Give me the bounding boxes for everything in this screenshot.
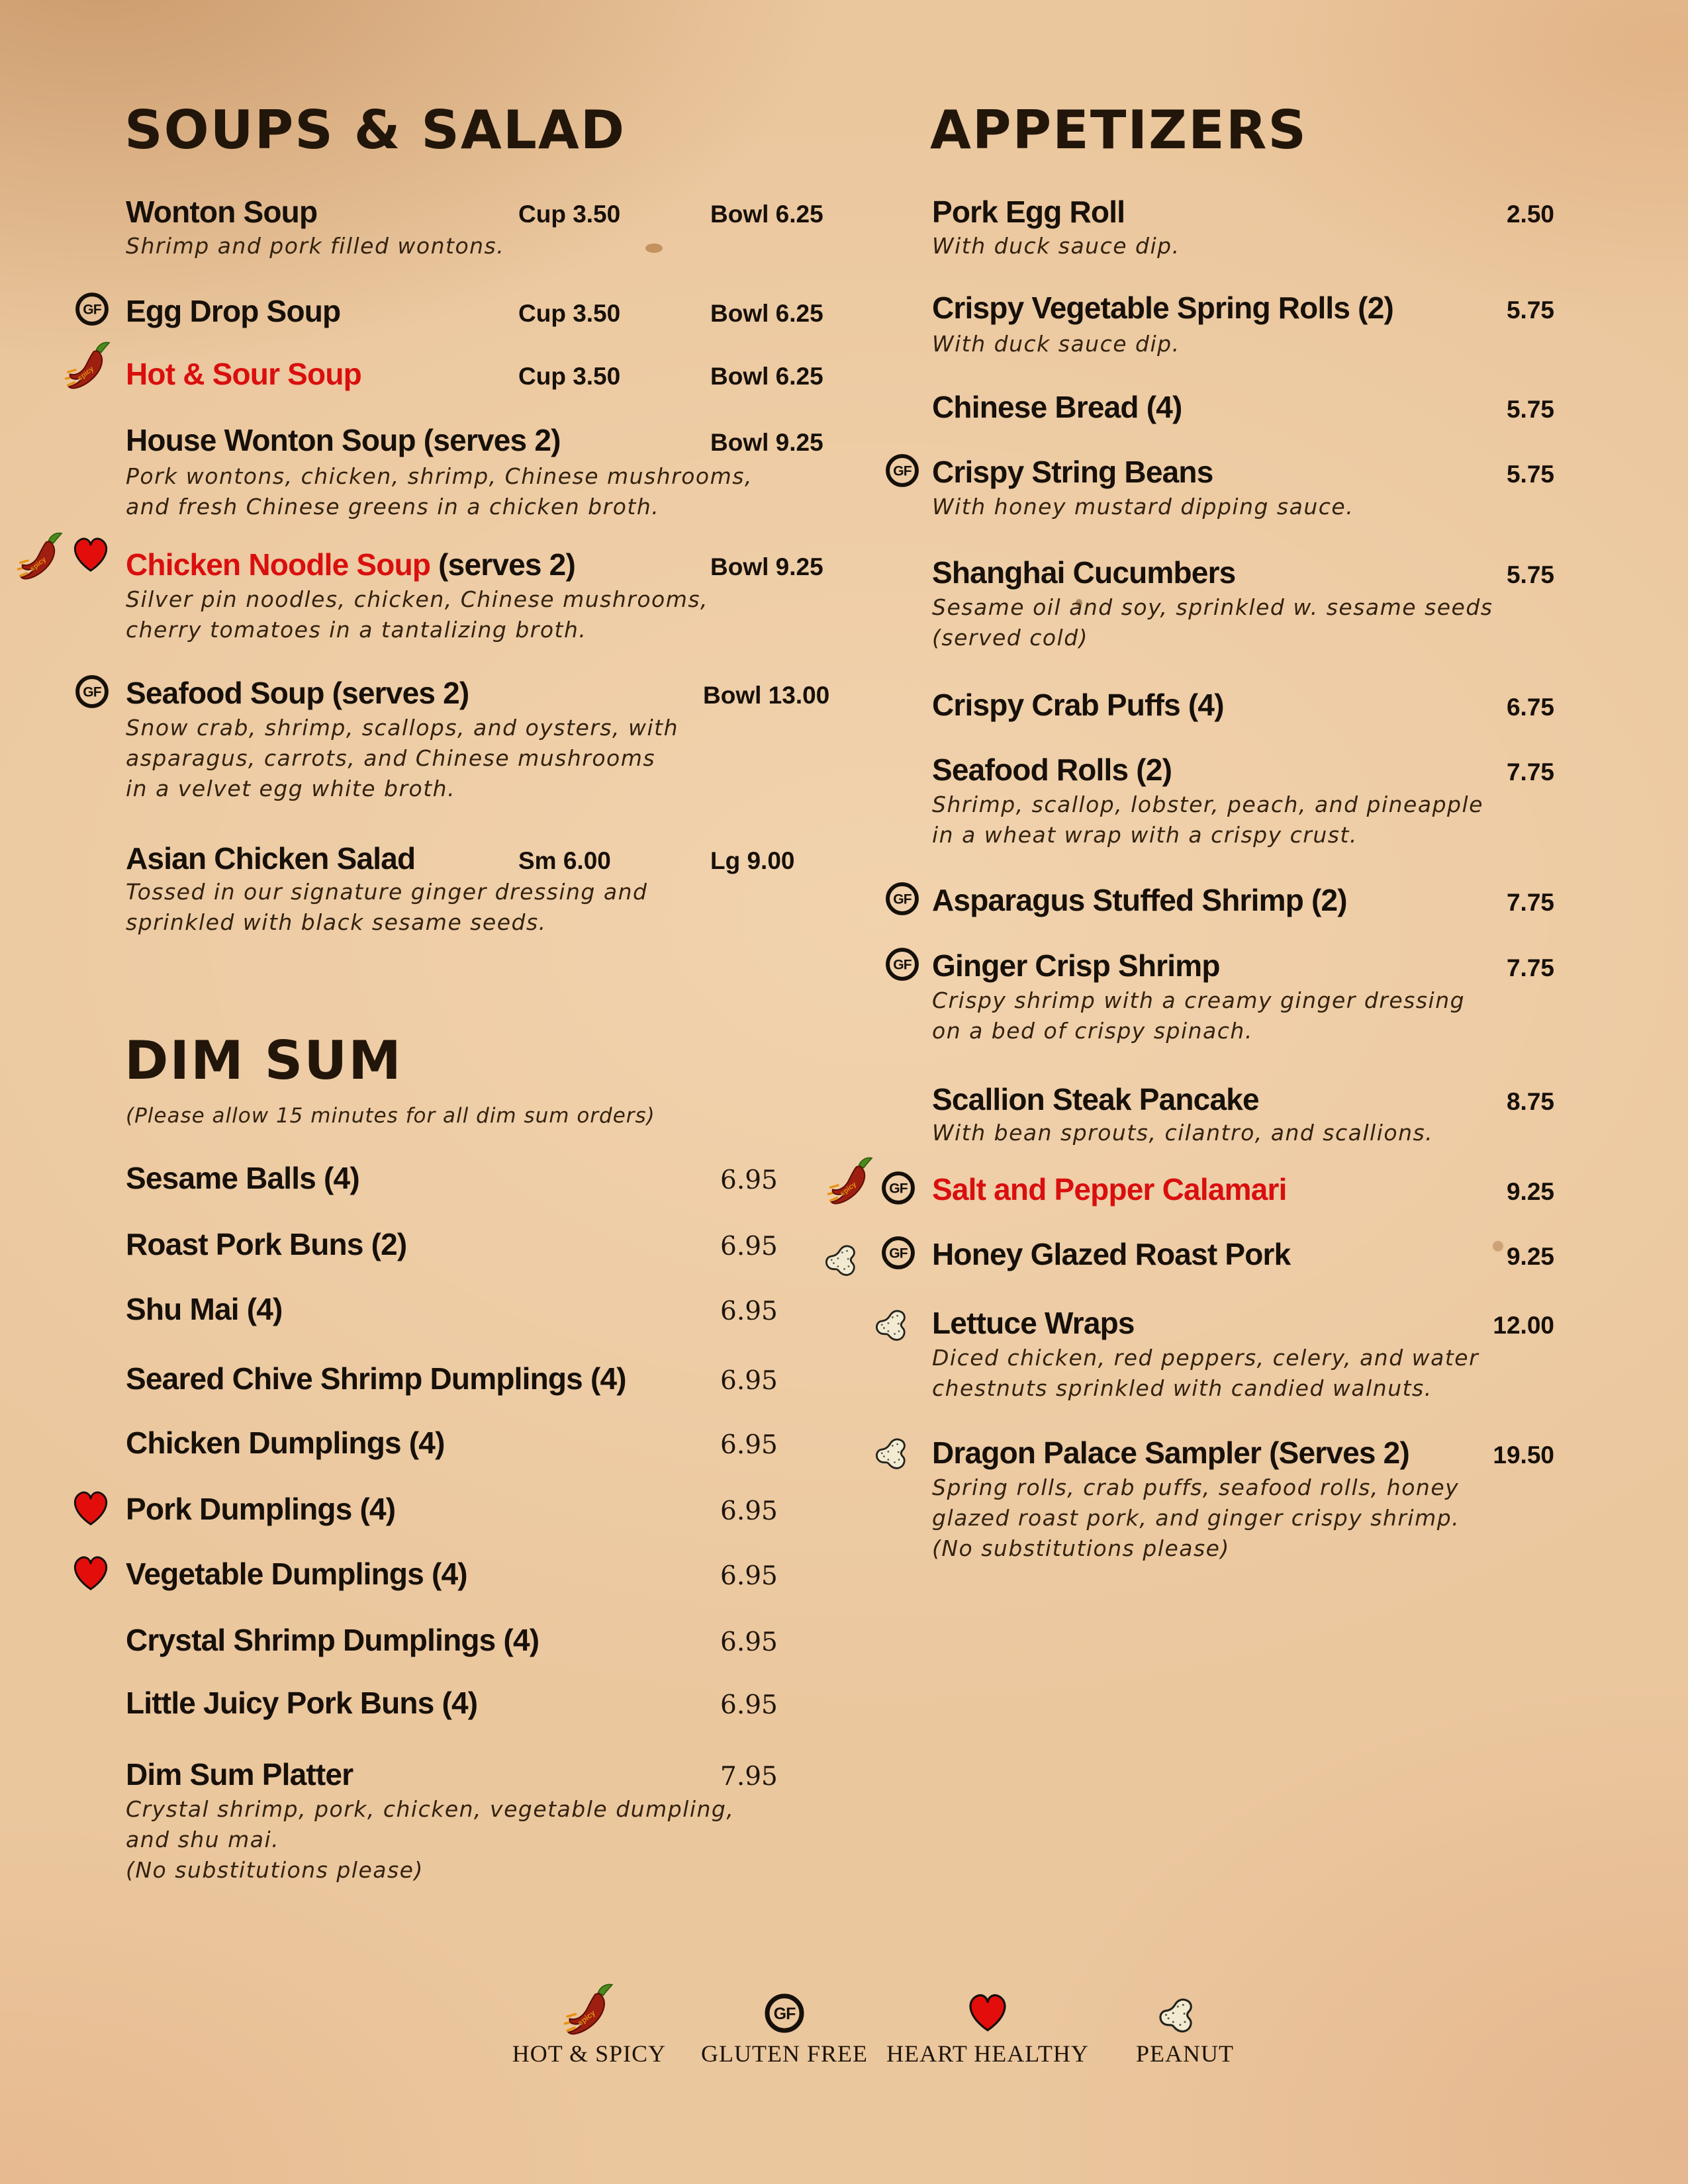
item-name: Shu Mai (4): [126, 1292, 283, 1326]
item-name: Shanghai Cucumbers: [932, 555, 1236, 590]
item-desc-line: (served cold): [932, 625, 1089, 651]
item-name: Crispy Vegetable Spring Rolls (2): [932, 291, 1393, 325]
item-desc-line: and shu mai.: [126, 1827, 280, 1852]
item-price: 5.75: [1506, 461, 1554, 488]
item-desc-line: glazed roast pork, and ginger crispy shrimp.: [932, 1505, 1460, 1531]
gf-icon: [880, 1170, 916, 1206]
heart-icon: [70, 1487, 111, 1528]
item-desc-line: cherry tomatoes in a tantalizing broth.: [126, 617, 587, 643]
item-price: 6.95: [720, 1627, 778, 1657]
item-desc-line: in a velvet egg white broth.: [126, 776, 456, 801]
item-desc-line: (No substitutions please): [126, 1857, 424, 1883]
gf-icon: [884, 453, 920, 488]
peanut-icon: [871, 1436, 927, 1475]
item-price-cup: Cup 3.50: [518, 363, 621, 390]
item-desc-line: Pork wontons, chicken, shrimp, Chinese mushrooms,: [126, 463, 753, 489]
item-desc-line: Sesame oil and soy, sprinkled w. sesame seeds: [932, 594, 1493, 620]
item-desc-line: With duck sauce dip.: [932, 233, 1180, 259]
item-price: 2.50: [1506, 201, 1554, 228]
chili-icon: [563, 1980, 616, 2041]
item-price-bowl: Bowl 9.25: [710, 553, 823, 580]
item-price: 7.75: [1506, 758, 1554, 786]
item-desc-line: and fresh Chinese greens in a chicken broth.: [126, 494, 660, 520]
legend-label: PEANUT: [1136, 2040, 1234, 2067]
svg-text:spicy: spicy: [76, 365, 96, 383]
item-desc-line: Spring rolls, crab puffs, seafood rolls, honey: [932, 1475, 1460, 1500]
item-name: Seared Chive Shrimp Dumplings (4): [126, 1361, 626, 1396]
item-name: Sesame Balls (4): [126, 1161, 359, 1195]
chili-icon: [826, 1154, 875, 1210]
svg-text:GF: GF: [83, 302, 101, 318]
item-name: Wonton Soup: [126, 195, 318, 229]
svg-text:GF: GF: [83, 684, 101, 700]
peanut-icon: [821, 1243, 876, 1281]
item-name: Seafood Rolls (2): [932, 752, 1172, 787]
item-price: 6.95: [720, 1232, 778, 1261]
svg-text:spicy: spicy: [577, 2009, 597, 2028]
dim-sum-note: (Please allow 15 minutes for all dim sum orders): [126, 1104, 655, 1128]
item-name: Scallion Steak Pancake: [932, 1082, 1259, 1116]
item-desc-line: sprinkled with black sesame seeds.: [126, 909, 547, 935]
item-price: 5.75: [1506, 561, 1554, 588]
item-name: Dragon Palace Sampler (Serves 2): [932, 1435, 1409, 1470]
svg-text:GF: GF: [893, 463, 912, 479]
item-price: 19.50: [1493, 1441, 1554, 1469]
item-desc-line: Tossed in our signature ginger dressing and: [126, 879, 648, 905]
item-price: 6.75: [1506, 694, 1554, 721]
svg-text:spicy: spicy: [839, 1180, 859, 1198]
item-price-bowl: Bowl 6.25: [710, 300, 823, 327]
item-price: 6.95: [720, 1430, 778, 1460]
item-price-bowl: Bowl 6.25: [710, 363, 823, 390]
item-name-suffix: (serves 2): [430, 547, 575, 582]
svg-text:GF: GF: [773, 2005, 796, 2023]
item-price-sm: Sm 6.00: [518, 847, 611, 874]
item-desc-line: on a bed of crispy spinach.: [932, 1018, 1253, 1044]
item-price: 6.95: [720, 1561, 778, 1591]
item-desc-line: Crispy shrimp with a creamy ginger dressing: [932, 987, 1466, 1013]
item-name: Crystal Shrimp Dumplings (4): [126, 1623, 539, 1657]
item-price: 7.75: [1506, 889, 1554, 916]
legend-label: HOT & SPICY: [512, 2040, 667, 2067]
item-price: 9.25: [1506, 1243, 1554, 1270]
item-name: Asian Chicken Salad: [126, 841, 416, 876]
item-price: 6.95: [720, 1297, 778, 1326]
item-price: 6.95: [720, 1496, 778, 1526]
svg-text:GF: GF: [893, 957, 912, 973]
item-name: Dim Sum Platter: [126, 1757, 353, 1792]
item-name: Roast Pork Buns (2): [126, 1227, 407, 1261]
item-price: 8.75: [1506, 1088, 1554, 1115]
item-name: House Wonton Soup (serves 2): [126, 423, 561, 457]
gf-icon: [880, 1235, 916, 1271]
item-desc-line: in a wheat wrap with a crispy crust.: [932, 822, 1358, 848]
item-price: 6.95: [720, 1366, 778, 1396]
svg-text:spicy: spicy: [28, 555, 48, 573]
paper-stain: [645, 244, 663, 253]
heart-icon: [70, 1552, 111, 1593]
item-name: Crispy Crab Puffs (4): [932, 688, 1224, 722]
section-title-dim-sum: DIM SUM: [124, 1030, 402, 1091]
legend-label: GLUTEN FREE: [701, 2040, 868, 2067]
chili-icon: [64, 339, 113, 394]
svg-text:GF: GF: [893, 891, 912, 907]
item-price-cup: Cup 3.50: [518, 201, 621, 228]
section-title-soups-salad: SOUPS & SALAD: [124, 99, 626, 161]
item-name: Chicken Dumplings (4): [126, 1426, 445, 1460]
item-name: Honey Glazed Roast Pork: [932, 1237, 1291, 1271]
item-price-bowl: Bowl 9.25: [710, 429, 823, 456]
item-desc-line: With bean sprouts, cilantro, and scallions.: [932, 1120, 1434, 1146]
item-name: Hot & Sour Soup: [126, 357, 361, 391]
item-name: Egg Drop Soup: [126, 294, 341, 328]
item-name: [126, 547, 575, 582]
svg-text:GF: GF: [889, 1181, 908, 1197]
item-price: 5.75: [1506, 396, 1554, 423]
item-price: 7.95: [720, 1762, 778, 1792]
item-name: Salt and Pepper Calamari: [932, 1172, 1287, 1206]
item-price: 6.95: [720, 1690, 778, 1720]
item-desc-line: asparagus, carrots, and Chinese mushrooms: [126, 745, 656, 771]
heart-icon: [70, 533, 111, 574]
item-desc-line: (No substitutions please): [932, 1535, 1230, 1561]
item-price-lg: Lg 9.00: [710, 847, 795, 874]
legend-label: HEART HEALTHY: [886, 2040, 1089, 2067]
item-desc-line: Silver pin noodles, chicken, Chinese mushrooms,: [126, 586, 709, 612]
item-desc-line: Shrimp, scallop, lobster, peach, and pineapple: [932, 792, 1483, 817]
peanut-icon: [1154, 1996, 1216, 2038]
item-price: 7.75: [1506, 954, 1554, 981]
peanut-icon: [871, 1308, 927, 1346]
item-price-bowl: Bowl 13.00: [703, 682, 830, 709]
gf-icon: [74, 674, 110, 709]
gf-icon: [74, 291, 110, 327]
item-price-bowl: Bowl 6.25: [710, 201, 823, 228]
chili-icon: [16, 529, 65, 585]
gf-icon: [884, 946, 920, 982]
item-name: Crispy String Beans: [932, 455, 1213, 489]
item-desc-line: chestnuts sprinkled with candied walnuts.: [932, 1375, 1432, 1401]
item-name: Chinese Bread (4): [932, 390, 1182, 424]
item-desc-line: Crystal shrimp, pork, chicken, vegetable dumpling,: [126, 1796, 735, 1822]
item-name: Pork Egg Roll: [932, 195, 1125, 229]
item-name: Asparagus Stuffed Shrimp (2): [932, 883, 1347, 917]
item-name: Lettuce Wraps: [932, 1306, 1135, 1340]
gf-icon: [884, 881, 920, 917]
item-price: 12.00: [1493, 1312, 1554, 1339]
item-name: Ginger Crisp Shrimp: [932, 948, 1220, 983]
item-price-cup: Cup 3.50: [518, 300, 621, 327]
item-name: Pork Dumplings (4): [126, 1492, 396, 1526]
item-name-red: Chicken Noodle Soup: [126, 547, 431, 582]
item-price: 9.25: [1506, 1178, 1554, 1205]
item-desc-line: With duck sauce dip.: [932, 331, 1180, 357]
svg-text:GF: GF: [889, 1246, 908, 1261]
item-desc-line: Snow crab, shrimp, scallops, and oysters, with: [126, 715, 679, 741]
item-price: 5.75: [1506, 296, 1554, 324]
item-name: Little Juicy Pork Buns (4): [126, 1686, 478, 1720]
item-desc-line: Diced chicken, red peppers, celery, and water: [932, 1345, 1479, 1371]
gf-icon: [763, 1992, 806, 2034]
section-title-appetizers: APPETIZERS: [930, 99, 1308, 161]
item-desc-line: Shrimp and pork filled wontons.: [126, 233, 505, 259]
item-price: 6.95: [720, 1165, 778, 1195]
item-name: Vegetable Dumplings (4): [126, 1557, 467, 1591]
item-desc-line: With honey mustard dipping sauce.: [932, 494, 1354, 520]
item-name: Seafood Soup (serves 2): [126, 676, 469, 710]
heart-icon: [965, 1989, 1010, 2034]
